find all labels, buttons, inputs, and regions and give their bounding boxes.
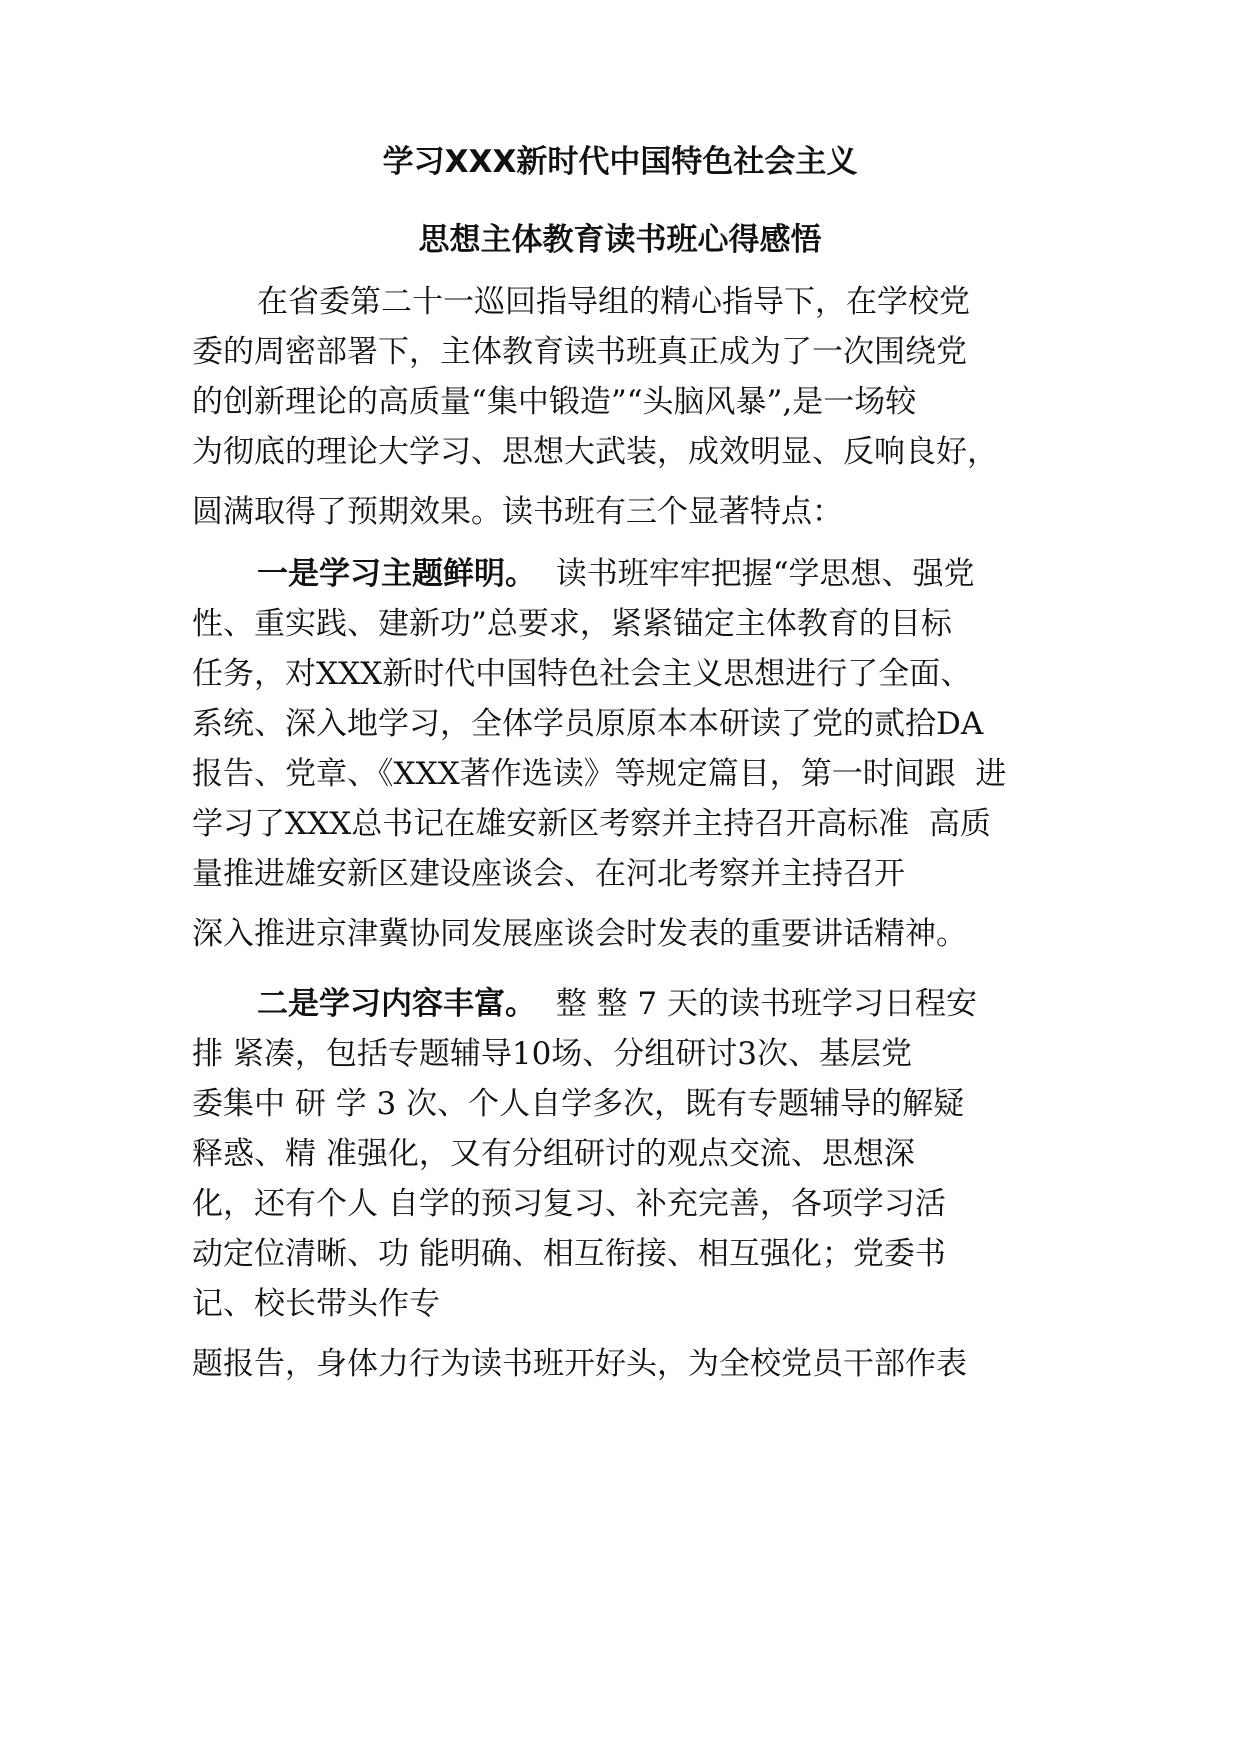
point-1-line: 量推进雄安新区建设座谈会、在河北考察并主持召开	[192, 856, 905, 892]
point-1-line: 深入推进京津冀协同发展座谈会时发表的重要讲话精神。	[192, 916, 967, 952]
point-2-line: 排 紧凑，包括专题辅导10场、分组研讨3次、基层党	[192, 1036, 913, 1072]
intro-line: 圆满取得了预期效果。读书班有三个显著特点：	[192, 494, 843, 530]
point-2-heading: 二是学习内容丰富。	[257, 986, 536, 1022]
point-2-line: 释惑、精 准强化，又有分组研讨的观点交流、思想深	[192, 1136, 915, 1172]
point-2-first-line-text: 整 整 7 天的读书班学习日程安	[536, 986, 977, 1022]
intro-line: 委的周密部署下，主体教育读书班真正成为了一次围绕党	[192, 334, 967, 370]
point-1-line: 报告、党章、《XXX著作选读》等规定篇目，第一时间跟 进	[192, 756, 1007, 792]
document-title-line-2: 思想主体教育读书班心得感悟	[418, 222, 822, 258]
point-2-line: 化，还有个人 自学的预习复习、补充完善，各项学习活	[192, 1186, 946, 1222]
point-2-line: 记、校长带头作专	[192, 1286, 440, 1322]
point-2-first-line	[257, 984, 977, 1024]
point-1-first-line	[257, 554, 975, 594]
point-2-line: 动定位清晰、功 能明确、相互衔接、相互强化；党委书	[192, 1236, 946, 1272]
intro-line: 在省委第二十一巡回指导组的精心指导下，在学校党	[257, 284, 970, 320]
point-1-line: 系统、深入地学习，全体学员原原本本研读了党的贰拾DA	[192, 706, 984, 742]
point-1-line: 学习了XXX总书记在雄安新区考察并主持召开高标准 高质	[192, 806, 991, 842]
point-2-line: 题报告，身体力行为读书班开好头，为全校党员干部作表	[192, 1346, 967, 1382]
document-title-line-1: 学习XXX新时代中国特色社会主义	[382, 144, 858, 180]
point-1-line: 性、重实践、建新功”总要求，紧紧锚定主体教育的目标	[192, 606, 952, 642]
point-2-line: 委集中 研 学 3 次、个人自学多次，既有专题辅导的解疑	[192, 1086, 965, 1122]
point-1-heading: 一是学习主题鲜明。	[257, 556, 536, 592]
point-1-line: 任务，对XXX新时代中国特色社会主义思想进行了全面、	[192, 656, 972, 692]
intro-line: 为彻底的理论大学习、思想大武装，成效明显、反响良好，	[192, 434, 998, 470]
intro-line: 的创新理论的高质量“集中锻造”“头脑风暴”,是一场较	[192, 384, 917, 420]
point-1-first-line-text: 读书班牢牢把握“学思想、强党	[536, 556, 975, 592]
